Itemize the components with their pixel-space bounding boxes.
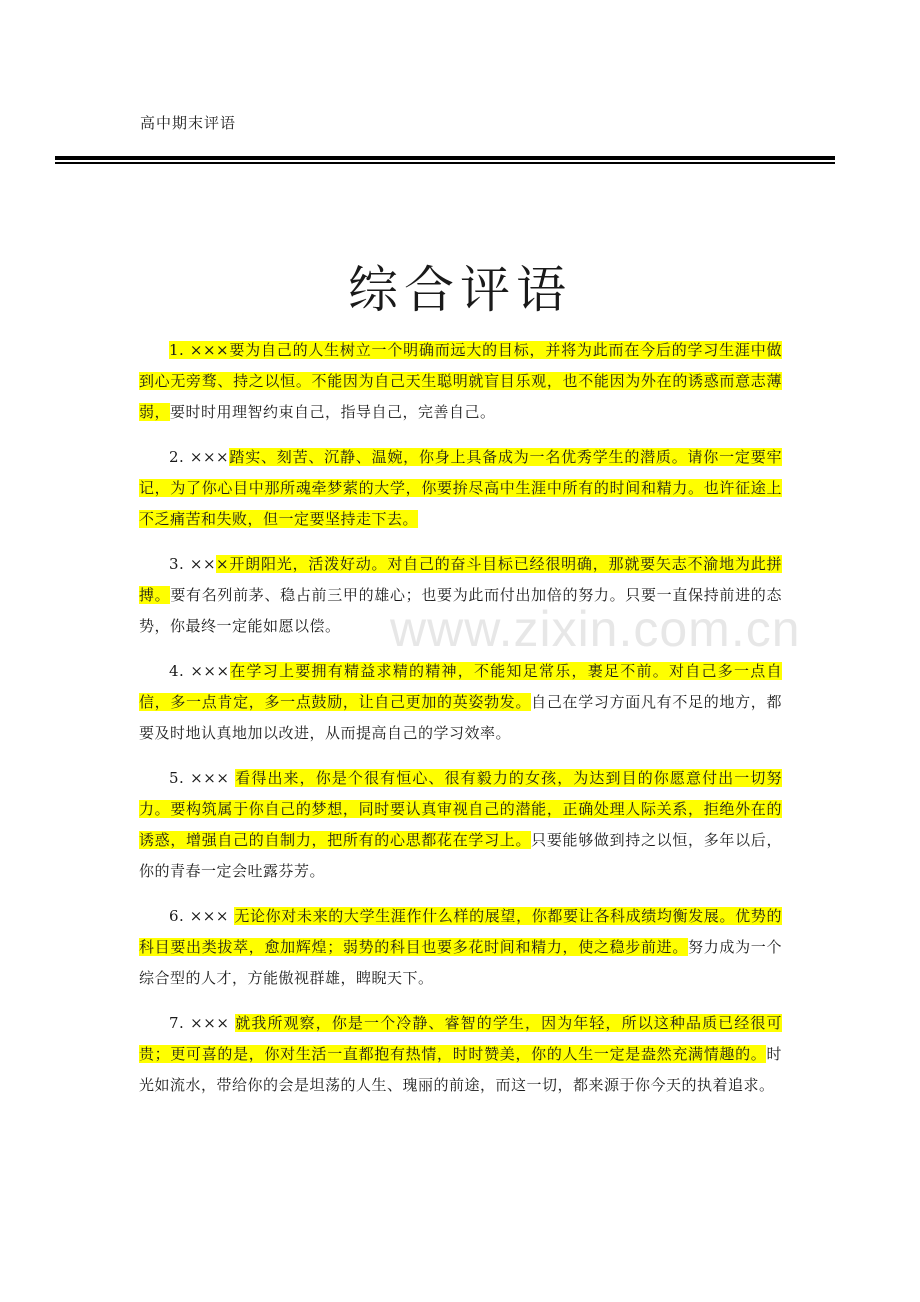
header-rule-thick [55,156,835,160]
highlighted-text: 1. ×××要为自己的人生树立一个明确而远大的目标，并将为此而在今后的学习生涯中做到心无旁骛、持之以恒。不能因为自己天生聪明就盲目乐观，也不能因为外在的诱惑而意志薄弱， [139,341,782,421]
comment-prefix: 2. ××× [169,448,230,466]
document-title: 综合评语 [348,261,572,319]
comment-rest: 自己在学习方面凡有不足的地方，都要及时地认真地加以改进，从而提高自己的学习效率。 [139,693,782,742]
comment-paragraph-6 [139,901,782,994]
page-header-title: 高中期末评语 [140,114,237,132]
highlighted-text: 就我所观察，你是一个冷静、睿智的学生，因为年轻，所以这种品质已经很可贵；更可喜的是，你对生活一直都抱有热情，时时赞美，你的人生一定是盎然充满情趣的。 [139,1014,782,1063]
watermark: www.zixin.com.cn [390,601,801,657]
comment-rest: 只要能够做到持之以恒，多年以后，你的青春一定会吐露芬芳。 [139,831,782,880]
comment-paragraph-4 [139,656,782,749]
highlighted-text: 踏实、刻苦、沉静、温婉，你身上具备成为一名优秀学生的潜质。请你一定要牢记，为了你心目中那所魂牵梦萦的大学，你要拚尽高中生涯中所有的时间和精力。也许征途上不乏痛苦和失败，但一定要坚持走下去。 [139,448,782,528]
comment-paragraph-7 [139,1008,782,1101]
highlighted-text: 无论你对未来的大学生涯作什么样的展望，你都要让各科成绩均衡发展。优势的科目要出类拔萃，愈加辉煌；弱势的科目也要多花时间和精力，使之稳步前进。 [139,907,782,956]
header-rule-thin [55,162,835,164]
comment-rest: 要有名列前茅、稳占前三甲的雄心；也要为此而付出加倍的努力。只要一直保持前进的态势，你最终一定能如愿以偿。 [139,586,782,635]
comment-rest: 要时时用理智约束自己，指导自己，完善自己。 [170,403,496,421]
comment-paragraph-5 [139,763,782,887]
highlighted-text: 看得出来，你是个很有恒心、很有毅力的女孩，为达到目的你愿意付出一切努力。要构筑属于你自己的梦想，同时要认真审视自己的潜能，正确处理人际关系，拒绝外在的诱惑，增强自己的自制力，把所有的心思都花在学习上。 [139,769,782,849]
highlighted-text: 在学习上要拥有精益求精的精神，不能知足常乐，裹足不前。对自己多一点自信，多一点肯定，多一点鼓励，让自己更加的英姿勃发。 [139,662,782,711]
comment-prefix: 7. ××× [169,1014,236,1032]
comment-prefix: 3. ×× [169,555,217,573]
comments-body [139,335,782,1115]
comment-rest: 时光如流水，带给你的会是坦荡的人生、瑰丽的前途，而这一切，都来源于你今天的执着追求。 [139,1045,782,1094]
comment-prefix: 4. ××× [169,662,230,680]
comment-paragraph-1 [139,335,782,428]
comment-paragraph-2 [139,442,782,535]
comment-prefix: 6. ××× [169,907,235,925]
highlighted-text: ×开朗阳光，活泼好动。对自己的奋斗目标已经很明确，那就要矢志不渝地为此拼搏。 [139,555,782,604]
comment-paragraph-3 [139,549,782,642]
comment-rest: 努力成为一个综合型的人才，方能傲视群雄，睥睨天下。 [139,938,782,987]
comment-prefix: 5. ××× [169,769,236,787]
